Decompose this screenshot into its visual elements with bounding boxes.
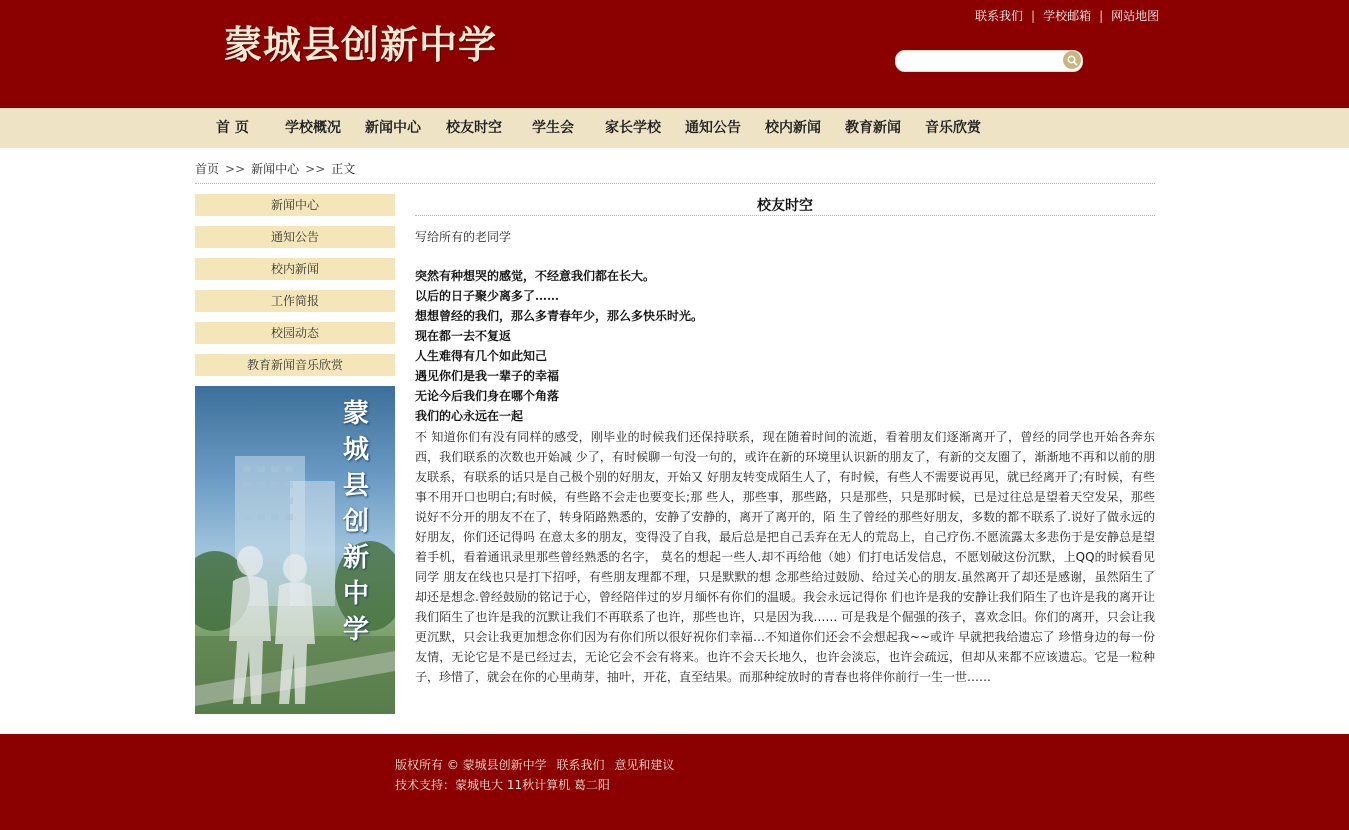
breadcrumb-news-center[interactable]: 新闻中心 [251,162,300,176]
article-title: 校友时空 [757,198,813,214]
nav-item-parent-school[interactable]: 家长学校 [605,120,661,136]
poem-line: 我们的心永远在一起 [415,409,524,423]
nav-item-news-center[interactable]: 新闻中心 [365,120,421,136]
article-subtitle: 写给所有的老同学 [415,230,512,244]
poem-line: 以后的日子聚少离多了…… [415,289,560,303]
sidebar-item-notices[interactable]: 通知公告 [195,226,395,248]
breadcrumb-separator: >> [305,161,326,176]
nav-item-education-news[interactable]: 教育新闻 [845,120,901,136]
poem-line: 人生难得有几个如此知己 [415,349,548,363]
nav-item-notices[interactable]: 通知公告 [685,120,741,136]
school-banner-image [195,386,395,714]
sidebar-item-news-center[interactable]: 新闻中心 [195,194,395,216]
nav-item-student-union[interactable]: 学生会 [532,120,574,136]
sidebar-item-work-briefing[interactable]: 工作简报 [195,290,395,312]
contact-us-link[interactable]: 联系我们 [975,9,1024,23]
nav-item-campus-news[interactable]: 校内新闻 [765,120,821,136]
article-poem [415,266,1155,426]
breadcrumb-separator: >> [225,161,246,176]
copyright-text: 版权所有 © 蒙城县创新中学 [395,758,547,772]
top-links [975,7,1159,24]
nav-item-home[interactable]: 首 页 [216,120,249,136]
divider [415,215,1155,216]
search-box [895,50,1083,72]
search-icon[interactable] [1063,51,1081,69]
poem-line: 无论今后我们身在哪个角落 [415,389,560,403]
divider [195,183,1155,184]
divider: | [1099,8,1104,23]
poem-line: 现在都一去不复返 [415,329,512,343]
sidebar-item-campus-news[interactable]: 校内新闻 [195,258,395,280]
site-logo[interactable]: 蒙城县创新中学 [224,22,498,67]
footer-line-1 [395,756,680,773]
main-nav [0,108,1349,148]
divider: | [1031,8,1036,23]
poem-line: 遇见你们是我一辈子的幸福 [415,369,560,383]
poem-line: 想想曾经的我们，那么多青春年少，那么多快乐时光。 [415,309,704,323]
article-body: 不 知道你们有没有同样的感受，刚毕业的时候我们还保持联系，现在随着时间的流逝，看着朋友们逐渐离开了，曾经的同学也开始各奔东西，我们联系的次数也开始减 少了，有时候聊一句没一句的，或许在新的环境里认识新的朋友了，有新的交友圈了，渐渐地不再和以前的朋友联系，有联系的话只是自己极个别的好朋友，开始又 好朋友转变成陌生人了，有时候，有些人不需要说再见，就已经离开了;有时候，有些事不用开口也明白;有时候，有些路不会走也要变长;那 些人，那些事，那些路，只是那些，只是那时候，已是过往总是望着天空发呆，那些说好不分开的朋友不在了，转身陌路熟悉的，安静了安静的，离开了离开的，陌 生了曾经的那些好朋友，多数的都不联系了.说好了做永远的好朋友，你们还记得吗 在意太多的朋友，变得没了自我，最后总是把自己丢弃在无人的荒岛上，自己疗伤.不愿流露太多悲伤于是安静总是望着手机，看着通讯录里那些曾经熟悉的名字， 莫名的想起一些人.却不再给他（她）们打电话发信息，不愿划破这份沉默，上QQ的时候看见同学 朋友在线也只是打下招呼，有些朋友理都不理，只是默默的想 念那些给过鼓励、给过关心的朋友.虽然离开了却还是感谢，虽然陌生了却还是想念.曾经鼓励的铭记于心，曾经陪伴过的岁月缅怀有你们的温暖。我会永远记得你 们也许是我的安静让我们陌生了也许是我的离开让我们陌生了也许是我的沉默让我们不再联系了也许，那些也许，只是因为我…… 可是我是个倔强的孩子，喜欢念旧。你们的离开，只会让我更沉默，只会让我更加想念你们因为有你们所以很好祝你们幸福…不知道你们还会不会想起我~~或许 早就把我给遗忘了 珍惜身边的每一份友情，无论它是不是已经过去，无论它会不会有将来。也许不会天长地久，也许会淡忘，也许会疏远，但却从来都不应该遗忘。它是一粒种子，珍惜了，就会在你的心里萌芽，抽叶，开花，直至结果。而那种绽放时的青春也将伴你前行一生一世…… [415,430,1155,684]
nav-item-alumni[interactable]: 校友时空 [446,120,502,136]
sidebar-item-campus-updates[interactable]: 校园动态 [195,322,395,344]
tech-support-text: 技术支持：蒙城电大 11秋计算机 葛二阳 [395,778,610,792]
sidebar-item-edu-news-music[interactable]: 教育新闻音乐欣赏 [195,354,395,376]
banner-vertical-text: 蒙城县创新中学 [342,399,369,645]
site-map-link[interactable]: 网站地图 [1111,9,1160,23]
breadcrumb [195,160,355,177]
footer-feedback-link[interactable]: 意见和建议 [614,758,675,772]
breadcrumb-current: 正文 [331,162,356,176]
poem-line: 突然有种想哭的感觉，不经意我们都在长大。 [415,269,656,283]
footer-contact-link[interactable]: 联系我们 [556,758,605,772]
footer [0,734,1349,830]
school-mail-link[interactable]: 学校邮箱 [1043,9,1092,23]
breadcrumb-home[interactable]: 首页 [195,162,220,176]
header [0,0,1349,108]
nav-item-music[interactable]: 音乐欣赏 [925,120,981,136]
search-input[interactable] [906,53,1060,71]
nav-item-school-overview[interactable]: 学校概况 [285,120,341,136]
